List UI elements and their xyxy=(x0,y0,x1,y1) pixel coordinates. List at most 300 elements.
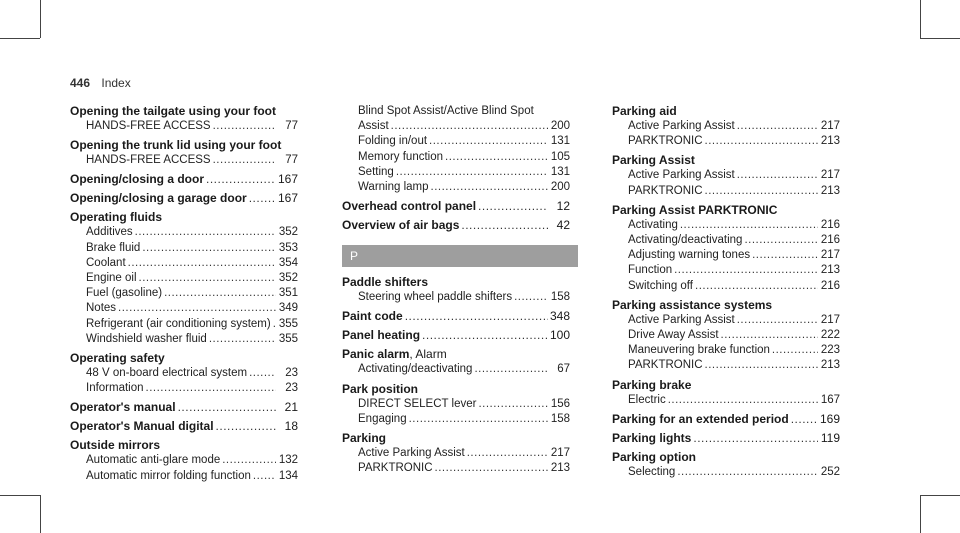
dot-leader xyxy=(222,453,276,468)
index-heading xyxy=(342,328,570,343)
index-entry xyxy=(70,438,298,483)
index-subentry xyxy=(342,461,570,476)
index-subentry-line xyxy=(86,301,298,316)
index-subentry xyxy=(612,393,840,408)
subentry-text: Switching off xyxy=(628,279,693,292)
index-subentry-line xyxy=(628,465,840,480)
entries-before-letter xyxy=(342,199,570,233)
index-entry xyxy=(70,138,298,168)
index-subentry xyxy=(70,381,298,396)
index-heading-line xyxy=(612,298,840,313)
index-subentry-line xyxy=(628,168,840,183)
dot-leader xyxy=(772,343,818,358)
page-ref: 252 xyxy=(820,465,840,478)
heading-text: Parking lights xyxy=(612,430,692,445)
index-heading xyxy=(70,104,298,119)
dot-leader xyxy=(135,225,276,240)
index-subentry-line xyxy=(358,446,570,461)
index-entry xyxy=(342,275,570,305)
dot-leader xyxy=(677,465,818,480)
heading-text: Operator's manual xyxy=(70,400,176,415)
dot-leader xyxy=(445,150,548,165)
page-ref: 100 xyxy=(549,328,570,343)
heading-text: Outside mirrors xyxy=(70,438,161,453)
heading-text: Parking for an extended period xyxy=(612,411,789,426)
dot-leader xyxy=(752,248,818,263)
index-subentry xyxy=(342,165,570,180)
index-heading-line xyxy=(342,431,570,446)
heading-text: Opening/closing a garage door xyxy=(70,191,247,206)
heading-text: Paint code xyxy=(342,309,403,324)
page-ref: 217 xyxy=(820,120,840,132)
page-ref: 354 xyxy=(278,256,298,269)
subentry-text: Assist xyxy=(358,120,389,133)
page-number: 446 xyxy=(70,76,91,90)
index-subentry-line xyxy=(628,263,840,278)
index-subentry-line xyxy=(358,150,570,165)
index-heading xyxy=(70,438,298,453)
dot-leader xyxy=(405,309,548,324)
dot-leader xyxy=(142,241,276,256)
dot-leader xyxy=(429,134,548,149)
index-subentry xyxy=(612,358,840,373)
page-ref: 222 xyxy=(820,329,840,342)
index-heading xyxy=(70,351,298,366)
index-heading-line xyxy=(342,309,570,324)
dot-leader xyxy=(721,328,818,343)
page-ref: 217 xyxy=(820,249,840,262)
index-heading-line xyxy=(70,438,298,453)
page-ref: 353 xyxy=(278,241,298,254)
subentry-text: Information xyxy=(86,382,144,395)
index-entry xyxy=(612,298,840,374)
heading-text: Operating safety xyxy=(70,351,165,366)
page-ref: 158 xyxy=(550,291,570,304)
subentry-text: Function xyxy=(628,264,673,277)
subentry-text: DIRECT SELECT lever xyxy=(358,397,477,410)
index-subentry xyxy=(70,301,298,316)
heading-text: Parking xyxy=(342,431,387,446)
index-subentry xyxy=(342,290,570,305)
index-heading xyxy=(342,275,570,290)
page-ref: 213 xyxy=(820,359,840,372)
index-subentry xyxy=(612,263,840,278)
dot-leader xyxy=(705,358,818,373)
subentry-text: PARKTRONIC xyxy=(628,135,703,148)
index-heading xyxy=(342,309,570,324)
dot-leader xyxy=(409,412,548,427)
index-heading-line xyxy=(70,104,298,119)
index-subentry-line xyxy=(358,461,570,476)
index-subentry-line xyxy=(86,225,298,240)
page-ref: 77 xyxy=(285,154,298,167)
page-ref: 134 xyxy=(278,469,298,482)
index-subentry-line xyxy=(628,184,840,199)
index-entry xyxy=(342,328,570,343)
index-entry-continued xyxy=(342,104,570,195)
subentry-text: HANDS-FREE ACCESS xyxy=(86,154,211,167)
index-entry xyxy=(342,309,570,324)
index-heading-line xyxy=(612,153,840,168)
heading-text: Parking aid xyxy=(612,104,677,118)
dot-leader xyxy=(396,165,548,180)
index-heading-line xyxy=(612,431,840,446)
index-subentry xyxy=(70,332,298,347)
subentry-text: Windshield washer fluid xyxy=(86,332,207,345)
subentry-text: Automatic anti-glare mode xyxy=(86,454,221,467)
index-entry xyxy=(612,431,840,446)
index-entry xyxy=(70,351,298,396)
index-heading-line xyxy=(612,450,840,465)
page-ref: 217 xyxy=(820,169,840,182)
dot-leader xyxy=(695,279,818,294)
index-subentry xyxy=(70,241,298,256)
page-ref: 131 xyxy=(550,135,570,148)
index-heading xyxy=(70,210,298,225)
heading-text: Operating fluids xyxy=(70,210,163,225)
dot-leader xyxy=(478,199,548,214)
dot-leader xyxy=(422,328,548,343)
index-subentry-line xyxy=(86,119,298,134)
index-heading-line xyxy=(70,172,298,187)
dot-leader xyxy=(128,256,276,271)
index-heading-line xyxy=(342,347,570,362)
index-heading-line xyxy=(70,400,298,415)
heading-text: Opening the tailgate using your foot xyxy=(70,104,276,118)
subentry-text: Notes xyxy=(86,302,117,315)
dot-leader xyxy=(253,469,276,484)
index-column-1 xyxy=(70,104,298,488)
crop-mark xyxy=(920,0,921,38)
index-subentry xyxy=(342,446,570,461)
index-subentry xyxy=(70,286,298,301)
page-ref: 23 xyxy=(285,367,298,380)
subentry-text: Additives xyxy=(86,226,133,239)
subentry-text: Activating/deactivating xyxy=(358,363,473,376)
subentry-text: Automatic mirror folding function xyxy=(86,469,251,482)
subentry-text: Maneuvering brake function xyxy=(628,344,770,357)
index-subentry xyxy=(342,362,570,377)
page-ref: 351 xyxy=(278,287,298,300)
index-heading-line xyxy=(612,203,840,218)
page-ref: 216 xyxy=(820,279,840,292)
index-entry xyxy=(342,347,570,377)
index-subentry-line xyxy=(358,104,570,119)
dot-leader xyxy=(213,119,276,134)
page-ref: 105 xyxy=(550,150,570,163)
index-subentry-line xyxy=(86,453,298,468)
index-subentry-line xyxy=(358,165,570,180)
crop-mark xyxy=(920,38,960,39)
crop-mark xyxy=(920,495,921,533)
heading-see-also: , Alarm xyxy=(409,347,447,362)
index-subentry-line xyxy=(628,343,840,358)
page-ref: 119 xyxy=(820,430,840,445)
index-entry xyxy=(612,104,840,149)
page-ref: 348 xyxy=(549,309,570,324)
subentry-text: Folding in/out xyxy=(358,135,428,148)
index-entry xyxy=(70,400,298,415)
page-ref: 200 xyxy=(550,120,570,133)
index-heading xyxy=(70,172,298,187)
dot-leader xyxy=(213,153,276,168)
index-heading-line xyxy=(70,210,298,225)
crop-mark xyxy=(40,495,41,533)
crop-mark xyxy=(0,495,40,496)
dot-leader xyxy=(146,381,276,396)
index-subentry-line xyxy=(358,412,570,427)
subentry-text: Brake fluid xyxy=(86,241,141,254)
index-heading-line xyxy=(612,378,840,393)
heading-text: Paddle shifters xyxy=(342,275,429,290)
subentry-text: Adjusting warning tones xyxy=(628,249,751,262)
subentry-text: Activating xyxy=(628,218,678,231)
subentry-text: Warning lamp xyxy=(358,181,429,194)
index-subentry-line xyxy=(358,290,570,305)
index-heading-line xyxy=(342,218,570,233)
page-ref: 21 xyxy=(284,400,298,415)
index-subentry xyxy=(342,412,570,427)
subentry-text: Fuel (gasoline) xyxy=(86,287,163,300)
dot-leader xyxy=(435,461,548,476)
index-entry xyxy=(612,203,840,294)
dot-leader xyxy=(737,313,818,328)
page-ref: 352 xyxy=(278,226,298,239)
page-ref: 67 xyxy=(557,363,570,376)
page-ref: 216 xyxy=(820,234,840,247)
page-ref: 158 xyxy=(550,412,570,425)
index-heading xyxy=(612,431,840,446)
index-heading xyxy=(612,104,840,119)
page-ref: 18 xyxy=(284,419,298,434)
dot-leader xyxy=(705,184,818,199)
subentry-text: Blind Spot Assist/Active Blind Spot xyxy=(358,105,534,117)
crop-mark xyxy=(40,0,41,38)
heading-text: Parking Assist PARKTRONIC xyxy=(612,202,778,217)
page-ref: 213 xyxy=(820,264,840,277)
subentry-text: Setting xyxy=(358,165,394,178)
index-heading xyxy=(70,138,298,153)
index-subentry xyxy=(612,134,840,149)
dot-leader xyxy=(164,286,276,301)
heading-text: Park position xyxy=(342,381,419,396)
index-entry xyxy=(70,172,298,187)
dot-leader xyxy=(514,290,548,305)
index-heading xyxy=(70,400,298,415)
page-ref: 169 xyxy=(819,411,840,426)
index-subentry-line xyxy=(86,332,298,347)
page-ref: 223 xyxy=(820,344,840,357)
index-heading-line xyxy=(70,351,298,366)
index-heading xyxy=(612,153,840,168)
page-ref: 23 xyxy=(285,382,298,395)
heading-text: Parking brake xyxy=(612,377,692,392)
page-ref: 200 xyxy=(550,181,570,194)
index-subentry-line xyxy=(628,328,840,343)
index-entry xyxy=(342,218,570,233)
index-subentry-line xyxy=(86,366,298,381)
index-subentry-line xyxy=(86,153,298,168)
dot-leader xyxy=(478,397,548,412)
index-entry xyxy=(612,412,840,427)
index-subentry xyxy=(342,397,570,412)
continued-entries xyxy=(342,104,570,195)
index-subentry-line xyxy=(358,119,570,134)
dot-leader xyxy=(118,301,276,316)
letter-heading: P xyxy=(342,245,578,267)
index-entry xyxy=(70,210,298,347)
index-subentry-line xyxy=(86,241,298,256)
index-entry xyxy=(612,450,840,480)
subentry-text: Refrigerant (air conditioning system) xyxy=(86,317,271,330)
page-ref: 217 xyxy=(550,447,570,460)
heading-text: Overview of air bags xyxy=(342,218,460,233)
index-subentry xyxy=(70,366,298,381)
index-heading xyxy=(70,419,298,434)
dot-leader xyxy=(693,431,818,446)
index-subentry xyxy=(612,328,840,343)
crop-mark xyxy=(0,38,40,39)
index-subentry xyxy=(342,134,570,149)
dot-leader xyxy=(668,393,818,408)
heading-text: Operator's Manual digital xyxy=(70,419,214,434)
index-subentry-line xyxy=(628,393,840,408)
page-ref: 217 xyxy=(820,313,840,326)
index-subentry xyxy=(342,119,570,134)
heading-text: Opening the trunk lid using your foot xyxy=(70,138,282,153)
subentry-text: PARKTRONIC xyxy=(628,184,703,197)
index-heading xyxy=(342,347,570,362)
index-subentry xyxy=(612,248,840,263)
index-subentry xyxy=(70,119,298,134)
index-heading xyxy=(342,199,570,214)
index-subentry xyxy=(70,469,298,484)
heading-text: Parking option xyxy=(612,449,696,464)
dot-leader xyxy=(705,134,818,149)
index-heading xyxy=(612,412,840,427)
index-subentry xyxy=(612,184,840,199)
subentry-text: Active Parking Assist xyxy=(628,120,735,132)
subentry-text: Selecting xyxy=(628,465,676,478)
dot-leader xyxy=(474,362,548,377)
dot-leader xyxy=(744,233,818,248)
heading-text: Overhead control panel xyxy=(342,199,477,214)
index-column-3 xyxy=(612,104,840,484)
index-subentry-line xyxy=(86,256,298,271)
index-entry xyxy=(342,199,570,214)
index-heading xyxy=(612,203,840,218)
page-ref: 132 xyxy=(278,454,298,467)
index-entry xyxy=(342,382,570,427)
subentry-text: 48 V on-board electrical system xyxy=(86,367,248,380)
subentry-text: PARKTRONIC xyxy=(628,359,703,372)
index-heading xyxy=(612,298,840,313)
dot-leader xyxy=(737,168,818,183)
index-subentry xyxy=(612,119,840,134)
dot-leader xyxy=(391,119,548,134)
index-subentry xyxy=(70,153,298,168)
subentry-text: Active Parking Assist xyxy=(628,313,735,326)
dot-leader xyxy=(249,366,276,381)
dot-leader xyxy=(680,218,818,233)
page-ref: 355 xyxy=(278,332,298,345)
index-column-2 xyxy=(342,104,570,480)
index-entry xyxy=(612,153,840,198)
index-subentry-line xyxy=(358,397,570,412)
index-subentry-line xyxy=(628,358,840,373)
index-subentry-line xyxy=(86,469,298,484)
crop-mark xyxy=(920,495,960,496)
page-ref: 355 xyxy=(278,317,298,330)
entries-after-letter xyxy=(342,275,570,476)
index-entry xyxy=(342,431,570,476)
index-heading xyxy=(342,431,570,446)
page-ref: 131 xyxy=(550,165,570,178)
index-subentry xyxy=(612,313,840,328)
index-subentry-line xyxy=(358,134,570,149)
index-entry xyxy=(612,378,840,408)
page-ref: 156 xyxy=(550,397,570,410)
dot-leader xyxy=(206,172,276,187)
subentry-text: Active Parking Assist xyxy=(628,169,735,182)
index-heading xyxy=(70,191,298,206)
index-subentry-line xyxy=(628,248,840,263)
dot-leader xyxy=(209,332,276,347)
index-subentry-line xyxy=(628,119,840,134)
index-subentry-line xyxy=(628,134,840,149)
dot-leader xyxy=(461,218,548,233)
dot-leader xyxy=(249,191,276,206)
subentry-text: Electric xyxy=(628,393,666,406)
page-ref: 12 xyxy=(556,199,570,214)
page-ref: 167 xyxy=(820,393,840,406)
index-heading xyxy=(342,218,570,233)
subentry-text: Steering wheel paddle shifters xyxy=(358,291,513,304)
heading-text: Panel heating xyxy=(342,328,421,343)
dot-leader xyxy=(467,446,548,461)
index-heading-line xyxy=(70,419,298,434)
dot-leader xyxy=(791,412,818,427)
heading-text: Panic alarm xyxy=(342,347,410,362)
dot-leader xyxy=(674,263,818,278)
subentry-text: Drive Away Assist xyxy=(628,329,719,342)
index-heading-line xyxy=(342,328,570,343)
index-entry xyxy=(70,104,298,134)
subentry-text: Engaging xyxy=(358,412,407,425)
subentry-text: Coolant xyxy=(86,256,126,269)
index-entry xyxy=(70,191,298,206)
dot-leader xyxy=(216,419,276,434)
index-subentry-line xyxy=(628,218,840,233)
page-ref: 42 xyxy=(556,218,570,233)
page-ref: 213 xyxy=(820,135,840,148)
index-subentry-line xyxy=(358,362,570,377)
subentry-text: Activating/deactivating xyxy=(628,234,743,247)
page-ref: 167 xyxy=(277,191,298,206)
index-heading-line xyxy=(342,199,570,214)
index-heading-line xyxy=(342,382,570,397)
index-heading xyxy=(612,378,840,393)
subentry-text: HANDS-FREE ACCESS xyxy=(86,120,211,132)
page-ref: 216 xyxy=(820,218,840,231)
index-subentry xyxy=(70,225,298,240)
index-heading-line xyxy=(70,191,298,206)
index-subentry xyxy=(70,271,298,286)
dot-leader xyxy=(431,180,548,195)
index-heading-line xyxy=(612,412,840,427)
index-subentry xyxy=(70,317,298,332)
index-subentry xyxy=(70,453,298,468)
